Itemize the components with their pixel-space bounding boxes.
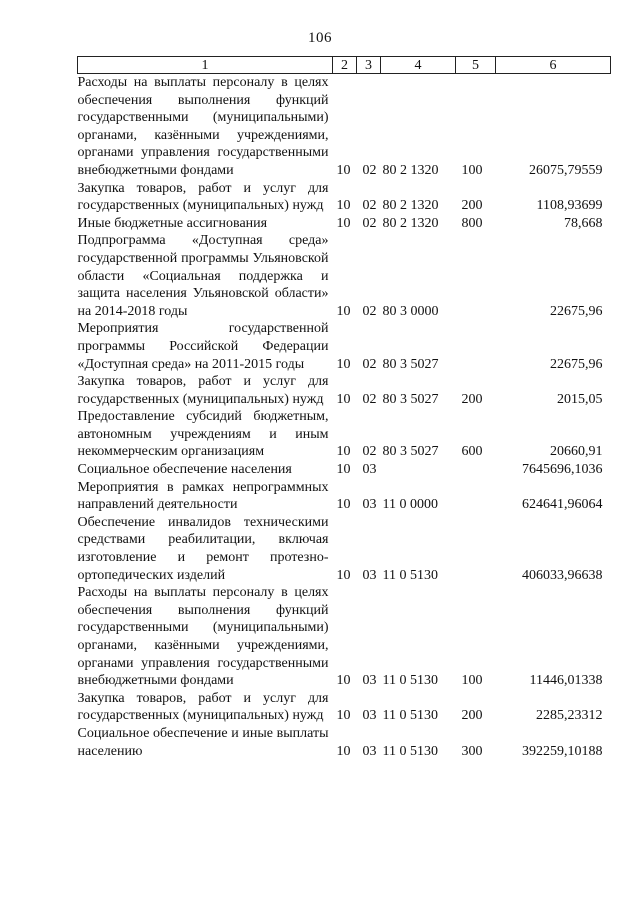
table-row <box>78 514 611 584</box>
row-subsection: 03 <box>362 743 377 759</box>
row-name: Закупка товаров, работ и услуг для государственных (муниципальных) нужд <box>77 374 329 407</box>
column-header-1: 1 <box>78 57 333 74</box>
row-name: Социальное обеспечение населения <box>77 462 292 478</box>
row-amount: 406033,96638 <box>522 567 603 583</box>
row-section: 10 <box>336 356 351 372</box>
row-expense-type: 800 <box>461 215 483 231</box>
row-section: 10 <box>336 303 351 319</box>
row-subsection: 02 <box>362 303 377 319</box>
row-section: 10 <box>336 215 351 231</box>
row-subsection: 03 <box>362 708 377 724</box>
table-row <box>78 408 611 461</box>
table-row <box>78 584 611 690</box>
row-expense-type <box>456 232 496 320</box>
row-section: 10 <box>336 198 351 214</box>
table-row <box>78 320 611 373</box>
table-row <box>78 180 611 215</box>
row-section: 10 <box>336 708 351 724</box>
row-target-article: 80 2 1320 <box>382 215 439 231</box>
row-expense-type <box>456 461 496 479</box>
row-amount: 7645696,1036 <box>522 462 603 478</box>
row-amount: 78,668 <box>564 215 603 231</box>
row-amount: 22675,96 <box>550 356 603 372</box>
row-section: 10 <box>336 462 351 478</box>
column-header-4: 4 <box>381 57 456 74</box>
row-amount: 1108,93699 <box>536 198 603 214</box>
row-name: Обеспечение инвалидов техническими средствами реабилитации, включая изготовление и ремонт протезно-ортопедических изделий <box>77 514 329 583</box>
page-number: 106 <box>308 30 332 46</box>
row-amount: 22675,96 <box>550 303 603 319</box>
row-amount: 20660,91 <box>550 444 603 460</box>
row-section: 10 <box>336 497 351 513</box>
row-amount: 392259,10188 <box>522 743 603 759</box>
row-target-article: 11 0 5130 <box>382 708 438 724</box>
row-subsection: 02 <box>362 444 377 460</box>
row-target-article: 11 0 5130 <box>382 743 438 759</box>
row-name: Мероприятия государственной программы Российской Федерации «Доступная среда» на 2011-2015 годы <box>77 321 329 372</box>
row-amount: 624641,96064 <box>522 497 603 513</box>
budget-table <box>77 56 611 760</box>
row-name: Расходы на выплаты персоналу в целях обеспечения выполнения функций государственными (муниципальными) органами, казёнными учреждениями, органами управления государственными внебюджетными фондами <box>77 585 329 689</box>
row-target-article: 80 3 0000 <box>382 303 439 319</box>
row-target-article: 80 2 1320 <box>382 162 439 178</box>
row-section: 10 <box>336 673 351 689</box>
row-subsection: 02 <box>362 391 377 407</box>
row-name: Предоставление субсидий бюджетным, автономным учреждениям и иным некоммерческим организациям <box>77 409 329 460</box>
row-subsection: 02 <box>362 162 377 178</box>
row-amount: 2015,05 <box>557 391 603 407</box>
row-target-article: 11 0 5130 <box>382 673 438 689</box>
column-header-6: 6 <box>496 57 611 74</box>
row-expense-type: 200 <box>461 391 483 407</box>
row-expense-type: 100 <box>461 673 483 689</box>
row-name: Социальное обеспечение и иные выплаты населению <box>77 725 329 759</box>
row-expense-type: 600 <box>461 444 483 460</box>
row-subsection: 03 <box>362 497 377 513</box>
row-amount: 11446,01338 <box>529 673 603 689</box>
row-name: Закупка товаров, работ и услуг для государственных (муниципальных) нужд <box>77 690 329 724</box>
row-subsection: 03 <box>362 462 377 478</box>
table-row <box>78 232 611 320</box>
table-header <box>78 57 611 74</box>
row-name: Мероприятия в рамках непрограммных направлений деятельности <box>77 479 329 513</box>
row-name: Расходы на выплаты персоналу в целях обеспечения выполнения функций государственными (муниципальными) органами, казёнными учреждениями, органами управления государственными внебюджетными фондами <box>77 75 329 178</box>
table-row <box>78 373 611 408</box>
row-target-article: 80 2 1320 <box>382 198 439 214</box>
row-name: Закупка товаров, работ и услуг для государственных (муниципальных) нужд <box>77 180 329 214</box>
column-header-3: 3 <box>357 57 381 74</box>
row-target-article: 80 3 5027 <box>382 391 439 407</box>
table-row <box>78 215 611 233</box>
row-subsection: 03 <box>362 567 377 583</box>
row-section: 10 <box>336 162 351 178</box>
row-expense-type: 100 <box>461 162 483 178</box>
row-expense-type <box>456 320 496 373</box>
row-section: 10 <box>336 444 351 460</box>
row-section: 10 <box>336 391 351 407</box>
row-name: Иные бюджетные ассигнования <box>77 215 268 231</box>
row-expense-type: 200 <box>461 708 483 724</box>
column-header-5: 5 <box>456 57 496 74</box>
table-row <box>78 461 611 479</box>
row-target-article: 11 0 5130 <box>382 567 438 583</box>
row-expense-type: 300 <box>461 743 483 759</box>
header-row <box>78 57 611 74</box>
table-body <box>78 74 611 761</box>
column-header-2: 2 <box>333 57 357 74</box>
row-target-article: 80 3 5027 <box>382 356 439 372</box>
row-expense-type: 200 <box>461 198 483 214</box>
row-subsection: 02 <box>362 198 377 214</box>
row-target-article <box>381 461 456 479</box>
row-expense-type <box>456 479 496 514</box>
table-row <box>78 690 611 725</box>
row-subsection: 03 <box>362 673 377 689</box>
table-row <box>78 74 611 180</box>
row-section: 10 <box>336 743 351 759</box>
table-row <box>78 725 611 760</box>
row-amount: 26075,79559 <box>529 162 603 178</box>
row-amount: 2285,23312 <box>536 708 603 724</box>
row-target-article: 11 0 0000 <box>382 497 438 513</box>
row-expense-type <box>456 514 496 584</box>
row-target-article: 80 3 5027 <box>382 444 439 460</box>
row-section: 10 <box>336 567 351 583</box>
row-subsection: 02 <box>362 356 377 372</box>
row-subsection: 02 <box>362 215 377 231</box>
row-name: Подпрограмма «Доступная среда» государственной программы Ульяновской области «Социальная поддержка и защита населения Ульяновской области» на 2014-2018 годы <box>77 233 329 319</box>
table-row <box>78 479 611 514</box>
